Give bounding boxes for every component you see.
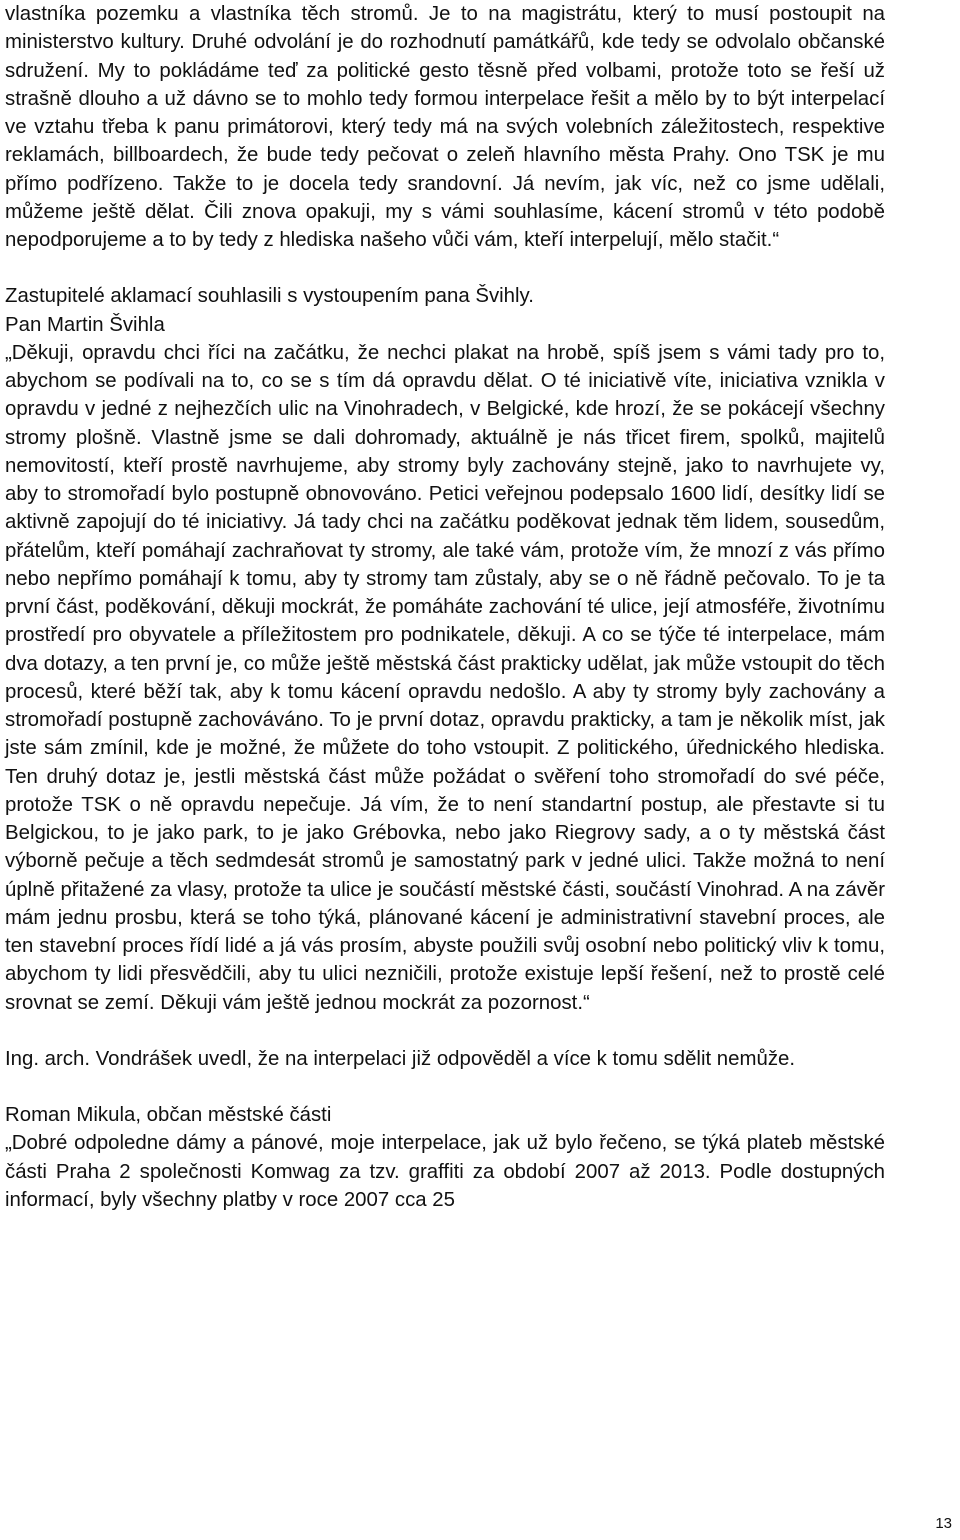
speaker-name-mikula: Roman Mikula, občan městské části	[5, 1104, 332, 1126]
paragraph-acclamation-note: Zastupitelé aklamací souhlasili s vystoupením pana Švihly.	[5, 285, 534, 308]
paragraph-mikula-speech: „Dobré odpoledne dámy a pánové, moje interpelace, jak už bylo řečeno, se týká plateb městské části Praha 2 společnosti Komwag za tzv. graffiti za období 2007 až 2013. Podle dostupných informací, byly všechny platby v roce 2007 cca 25	[5, 1132, 885, 1211]
paragraph-svihla-speech: „Děkuji, opravdu chci říci na začátku, že nechci plakat na hrobě, spíš jsem s vámi tady pro to, abychom se podívali na to, co se s tím dá opravdu dělat. O té iniciativě víte, iniciativa vznikla v opravdu v jedné z nejhezčích ulic na Vinohradech, v Belgické, kde hrozí, že se pokácejí všechny stromy plošně. Vlastně jsme se dali dohromady, aktuálně je nás třicet firem, spolků, majitelů nemovitostí, kteří prostě navrhujeme, aby stromy byly zachovány stejně, jako to navrhujete vy, aby to stromořadí bylo postupně obnovováno. Petici veřejnou podepsalo 1600 lidí, desítky lidí se aktivně zapojují do té iniciativy. Já tady chci na začátku poděkovat jednak těm lidem, sousedům, přátelům, kteří pomáhají zachraňovat ty stromy, ale také vám, protože vím, že mnozí z vás přímo nebo nepřímo pomáhají k tomu, aby ty stromy tam zůstaly, aby se o ně řádně pečovalo. To je ta první část, poděkování, děkuji mockrát, že pomáháte zachování té ulice, její atmosféře, životnímu prostředí pro obyvatele a příležitostem pro podnikatele, děkuji. A co se týče té interpelace, mám dva dotazy, a ten první je, co může ještě městská část prakticky udělat, jak může vstoupit do těch procesů, které běží tak, aby k tomu kácení opravdu nedošlo. A aby ty stromy byly zachovány a stromořadí postupně zachováváno. To je první dotaz, opravdu prakticky, a tam je několik míst, jak jste sám zmínil, kde je možné, že můžete do toho vstoupit. Z politického, úřednického hlediska. Ten druhý dotaz je, jestli městská část může požádat o svěření toho stromořadí do své péče, protože TSK o ně opravdu nepečuje. Já vím, že to není standartní postup, ale přestavte si tu Belgickou, to je jako park, to je jako Grébovka, nebo jako Riegrovy sady, a o ty městská část výborně pečuje a těch sedmdesát stromů je samostatný park v jedné ulici. Takže možná to není úplně přitažené za vlasy, protože ta ulice je součástí městské části, součástí Vinohrad. A na závěr mám jednu prosbu, která se toho týká, plánované kácení je administrativní stavební proces, ale ten stavební proces řídí lidé a já vás prosím, abyste použili svůj osobní nebo politický vliv k tomu, abychom ty lidi přesvědčili, aby tu ulici nezničili, protože existuje lepší řešení, než to prostě celé srovnat se zemí. Děkuji vám ještě jednou mockrát za pozornost.“	[5, 341, 885, 1014]
paragraph-zastupitel-response: vlastníka pozemku a vlastníka těch stromů. Je to na magistrátu, který to musí postoupit na ministerstvo kultury. Druhé odvolání je do rozhodnutí památkářů, kde tedy se odvolalo občanské sdružení. My to pokládáme teď za politické gesto těsně před volbami, protože toto se řeší už strašně dlouho a už dávno se to mohlo tedy formou interpelace řešit a mělo by to být interpelací ve vztahu třeba k panu primátorovi, který tedy má na svých volebních záležitostech, respektive reklamách, billboardech, že bude tedy pečovat o zeleň hlavního města Prahy. Ono TSK je mu přímo podřízeno. Takže to je docela tedy srandovní. Já nevím, jak víc, než co jsme udělali, můžeme ještě dělat. Čili znova opakuji, my s vámi souhlasíme, kácení stromů v této podobě nepodporujeme a to by tedy z hlediska našeho vůči vám, kteří interpelují, mělo stačit.“	[5, 3, 885, 251]
paragraph-vondrasek-answer: Ing. arch. Vondrášek uvedl, že na interpelaci již odpověděl a více k tomu sdělit nemůže.	[5, 1047, 796, 1070]
speaker-name-svihla: Pan Martin Švihla	[5, 313, 165, 336]
page-number: 13	[935, 1515, 952, 1532]
document-page	[5, 0, 885, 1214]
